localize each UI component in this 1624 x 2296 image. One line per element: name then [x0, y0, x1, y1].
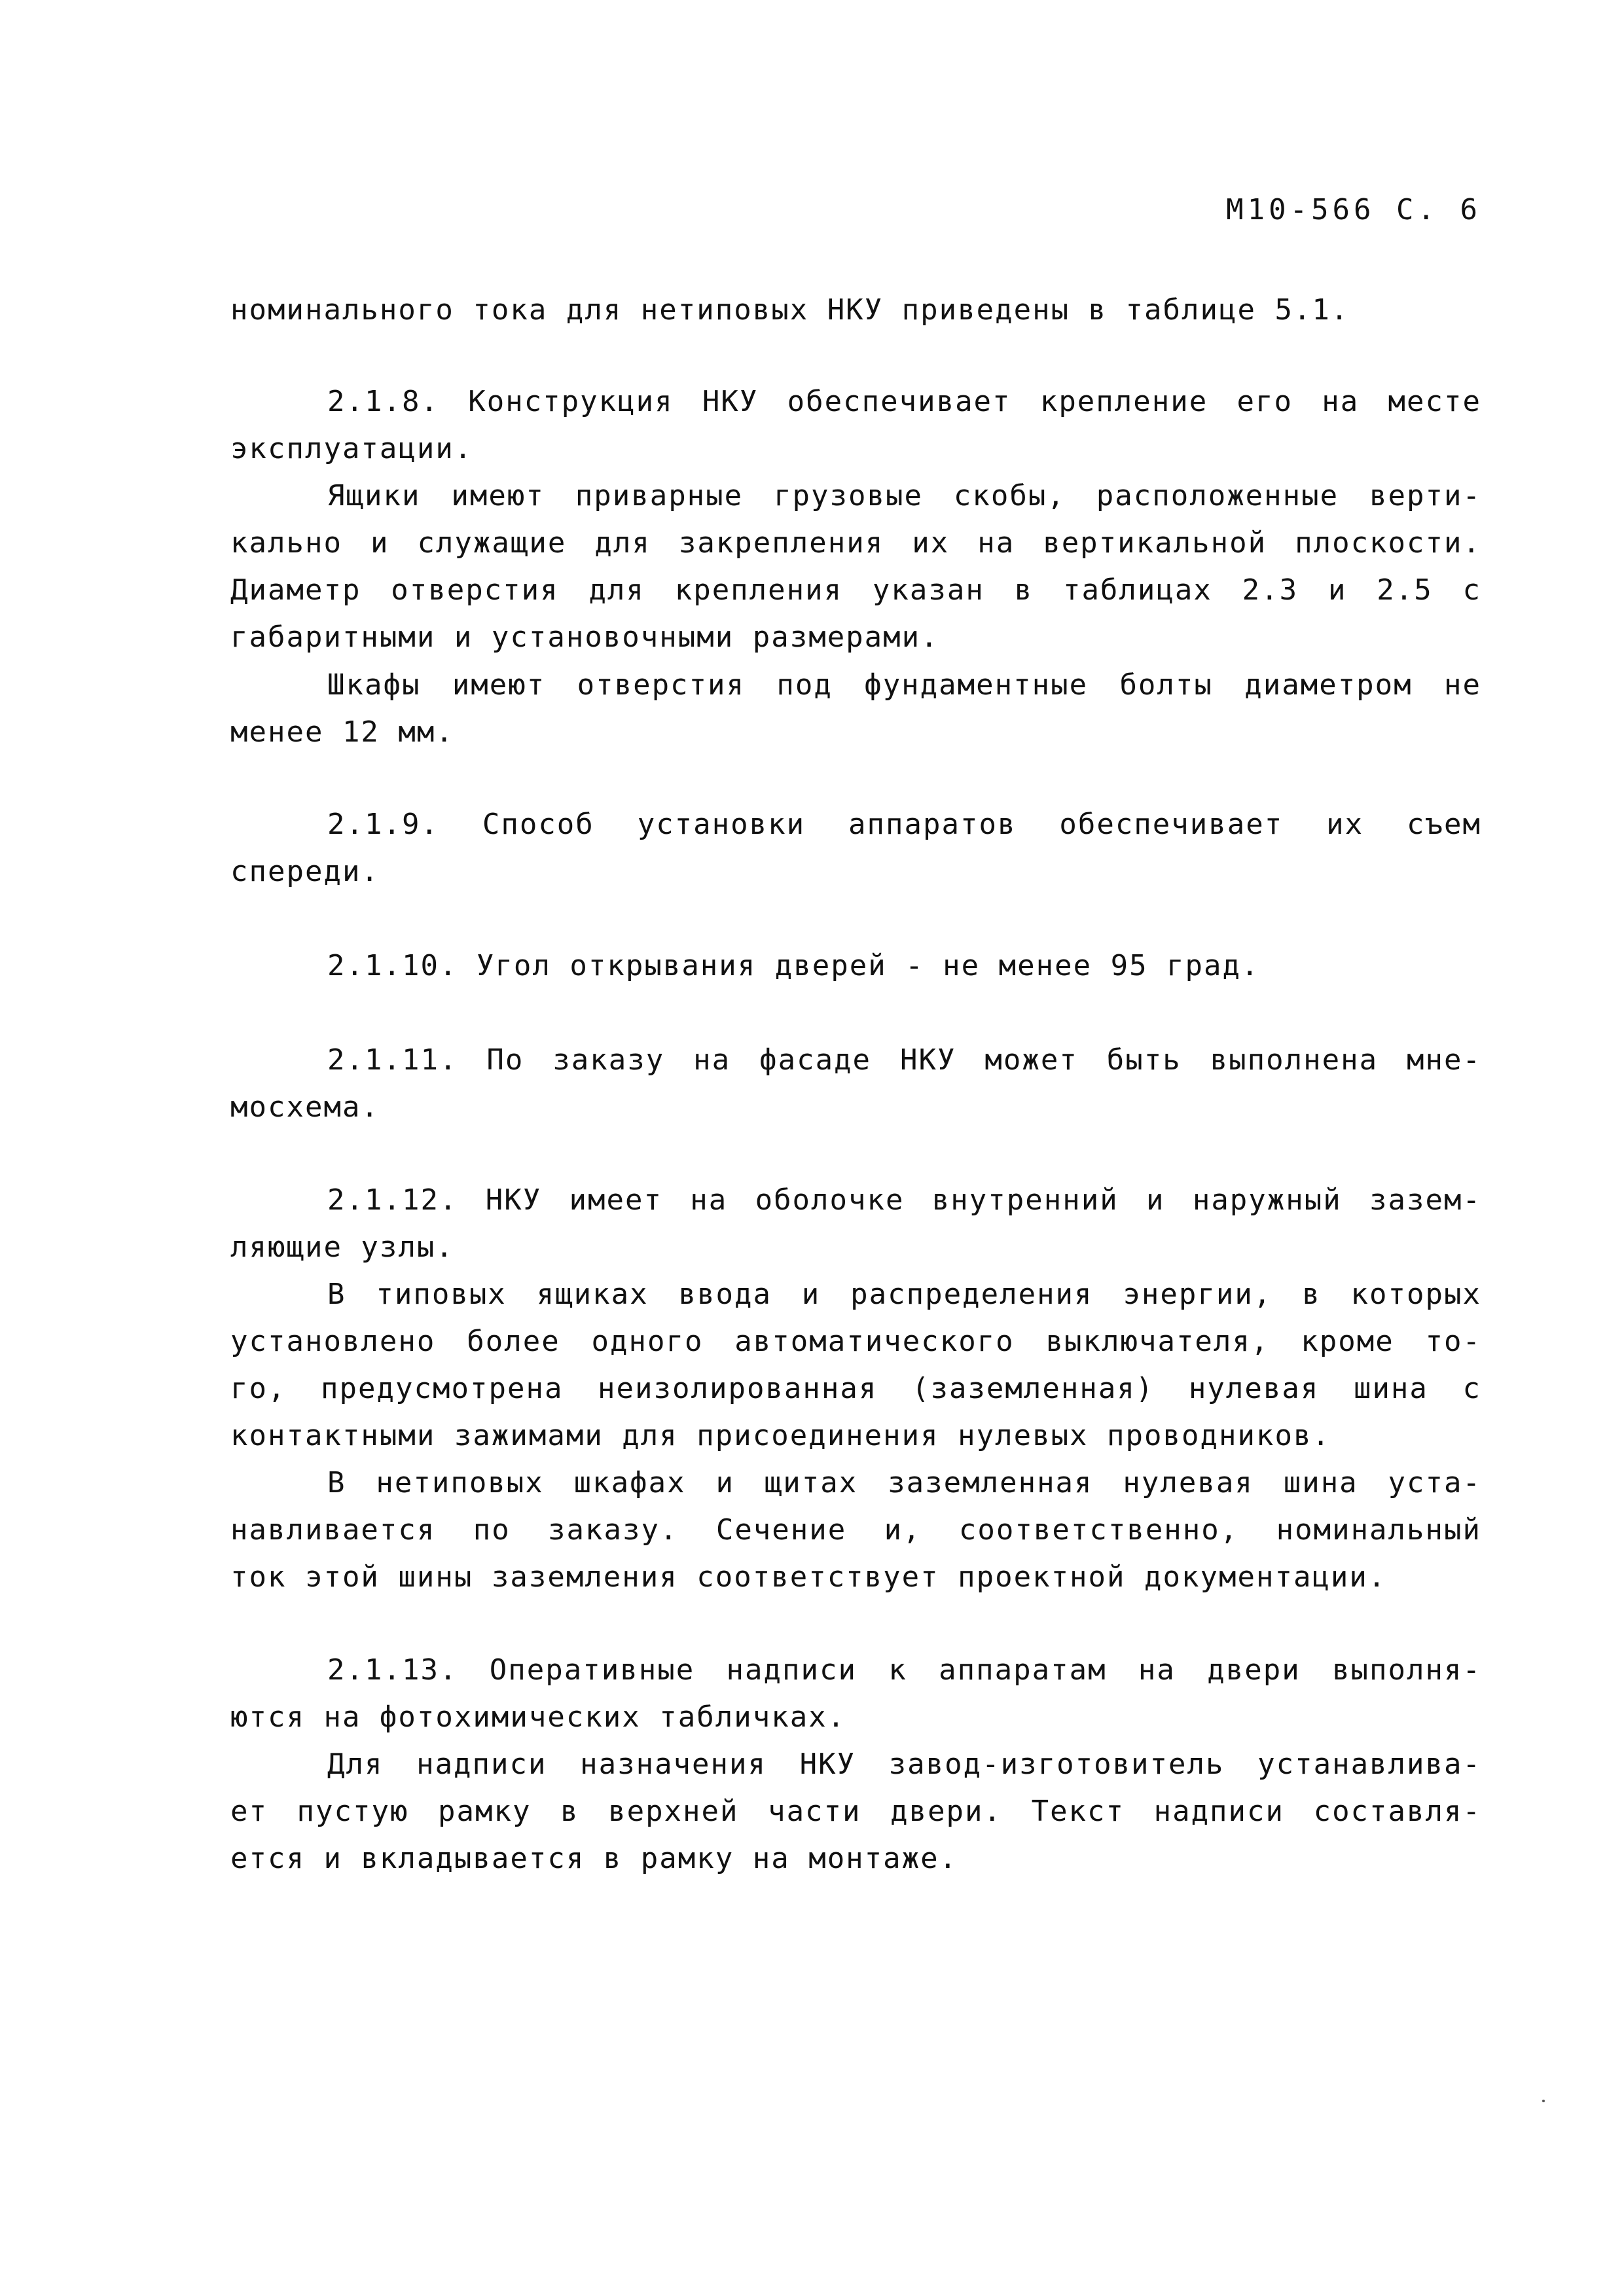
text-line: 2.1.10. Угол открывания дверей - не менее 95 град. [327, 949, 1260, 982]
text-line: номинального тока для нетиповых НКУ приведены в таблице 5.1. [230, 293, 1350, 327]
text-line: контактными зажимами для присоединения нулевых проводников. [230, 1419, 1331, 1452]
text-line: Шкафы имеют отверстия под фундаментные болты диаметром не [327, 668, 1481, 702]
text-line: В нетиповых шкафах и щитах заземленная нулевая шина уста- [327, 1466, 1481, 1499]
text-line: ток этой шины заземления соответствует проектной документации. [230, 1560, 1387, 1594]
text-line: 2.1.8. Конструкция НКУ обеспечивает крепление его на месте [327, 385, 1481, 418]
text-line: Ящики имеют приварные грузовые скобы, расположенные верти- [327, 479, 1481, 512]
text-line: навливается по заказу. Сечение и, соответственно, номинальный [230, 1513, 1481, 1547]
scan-speck [1542, 2100, 1545, 2102]
text-line: кально и служащие для закрепления их на вертикальной плоскости. [230, 526, 1481, 560]
text-line: 2.1.9. Способ установки аппаратов обеспечивает их съем [327, 808, 1481, 841]
text-line: мосхема. [230, 1090, 380, 1124]
text-line: ется и вкладывается в рамку на монтаже. [230, 1842, 958, 1875]
text-line: В типовых ящиках ввода и распределения энергии, в которых [327, 1278, 1481, 1311]
text-line: габаритными и установочными размерами. [230, 620, 939, 654]
text-line: го, предусмотрена неизолированная (заземленная) нулевая шина с [230, 1372, 1481, 1405]
text-line: менее 12 мм. [230, 715, 454, 749]
text-line: Диаметр отверстия для крепления указан в таблицах 2.3 и 2.5 с [230, 573, 1481, 607]
text-line: установлено более одного автоматического выключателя, кроме то- [230, 1325, 1481, 1358]
text-line: Для надписи назначения НКУ завод-изготовитель устанавлива- [327, 1748, 1481, 1781]
text-line: эксплуатации. [230, 432, 473, 465]
text-line: ются на фотохимических табличках. [230, 1700, 846, 1734]
text-line: 2.1.13. Оперативные надписи к аппаратам на двери выполня- [327, 1653, 1481, 1687]
text-line: спереди. [230, 855, 380, 888]
text-line: ет пустую рамку в верхней части двери. Текст надписи составля- [230, 1795, 1481, 1828]
text-line: 2.1.11. По заказу на фасаде НКУ может быть выполнена мне- [327, 1043, 1481, 1077]
text-line: 2.1.12. НКУ имеет на оболочке внутренний и наружный зазем- [327, 1183, 1481, 1217]
text-line: ляющие узлы. [230, 1230, 454, 1264]
page-header: М10-566 С. 6 [1226, 193, 1481, 226]
